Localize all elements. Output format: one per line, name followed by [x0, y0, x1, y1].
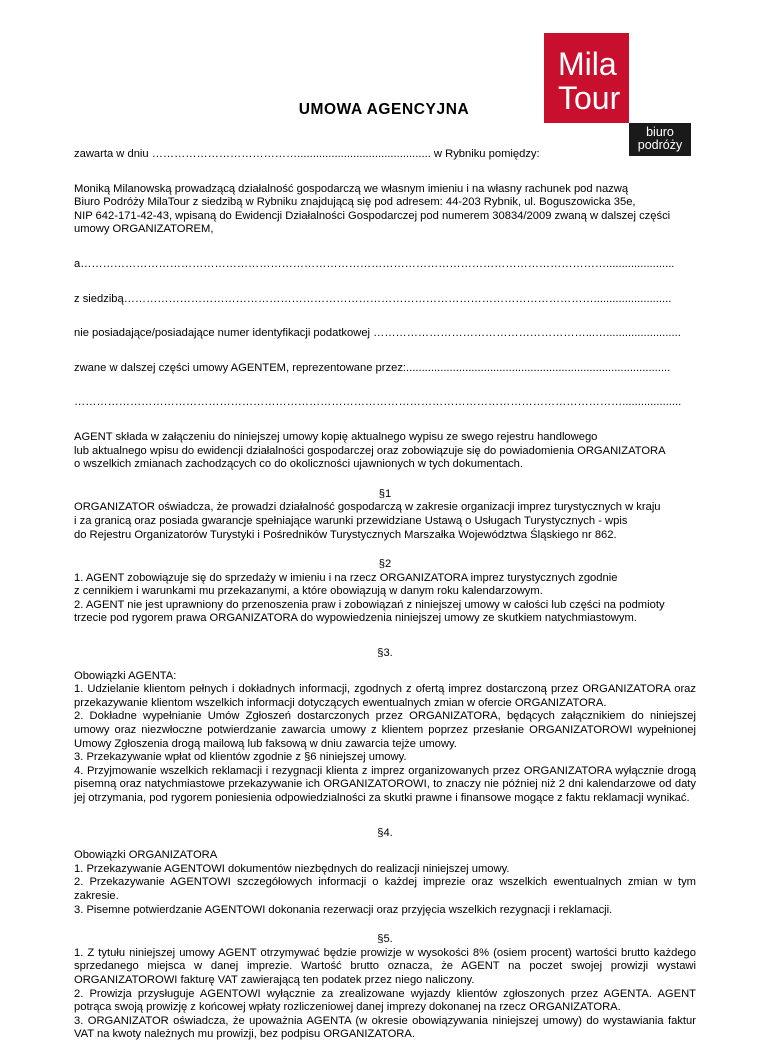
agent-name-field[interactable]: a……………………………………………………………………………………………………………………………...................... — [74, 257, 675, 270]
section-2-line: trzecie pod rygorem prawa ORGANIZATORA do wypowiedzenia niniejszej umowy ze skutkiem natychmiastowym. — [74, 612, 637, 625]
section-5-item: 1. Z tytułu niniejszej umowy AGENT otrzymywać będzie prowizje w wysokości 8% (osiem procent) wartości brutto każdego sprzedanego miejsca w danej imprezie. Wartość brutto oznacza, że AGENT na poczet swojej prowizji wystawi ORGANIZATOROWI fakturę VAT zawierającą ten podatek przez niego naliczony. — [74, 946, 696, 986]
document-title: UMOWA AGENCYJNA — [298, 101, 470, 118]
organizer-line: NIP 642-171-42-43, wpisaną do Ewidencji Działalności Gospodarczej pod numerem 30834/2009 zwaną w dalszej części — [74, 209, 671, 222]
section-3-item: 4. Przyjmowanie wszelkich reklamacji i rezygnacji klienta z imprez organizowanych przez ORGANIZATORA wyłącznie drogą pisemną oraz natychmiastowe przekazywanie ich ORGANIZATOROWI, to znaczy nie później niż 2 dni kalendarzowe od daty jej otrzymania, pod rygorem poniesienia odpowiedzialności za skutki prawne i finansowe mogące z faktu reklamacji wynikać. — [74, 764, 696, 804]
logo-brand-line1: Mila — [558, 46, 617, 82]
agent-para-line: lub aktualnego wpisu do ewidencji działalności gospodarczej oraz zobowiązuje się do powiadomienia ORGANIZATORA — [74, 444, 666, 457]
section-2-line: 1. AGENT zobowiązuje się do sprzedaży w imieniu i na rzecz ORGANIZATORA imprez turystycznych zgodnie — [74, 571, 618, 584]
section-4-item: 1. Przekazywanie AGENTOWI dokumentów niezbędnych do realizacji niniejszej umowy. — [74, 862, 510, 875]
section-4-heading: §4. — [377, 826, 393, 839]
logo-sub-line1: biuro — [646, 125, 674, 139]
section-3-title: Obowiązki AGENTA: — [74, 669, 177, 682]
agent-representative-blank-field[interactable]: …………………………………………………………………………………………………………………………………................... — [74, 396, 682, 409]
section-4-item: 3. Pisemne potwierdzanie AGENTOWI dokonania rezerwacji oraz przyjęcia wszelkich rezygnacji i reklamacji. — [74, 903, 613, 916]
section-2-line: z cennikiem i warunkami mu przekazanymi, a które obowiązują w danym roku kalendarzowym. — [74, 585, 543, 598]
agent-nip-field[interactable]: nie posiadające/posiadające numer identyfikacji podatkowej …………………………………………………...…........................ — [74, 327, 681, 340]
intro-line: zawarta w dniu …………………………………........................................... w Rybniku pomiędzy: — [74, 148, 540, 160]
section-5-item: 3. ORGANIZATOR oświadcza, że upoważnia AGENTA (w okresie obowiązywania niniejszej umowy) do wystawiania faktur VAT na kwoty należnych mu prowizji, bez podpisu ORGANIZATORA. — [74, 1014, 696, 1041]
organizer-line: Biuro Podróży MilaTour z siedzibą w Rybniku znajdującą się pod adresem: 44-203 Rybnik, ul. Boguszowicka 35e, — [74, 196, 636, 209]
section-2-line: 2. AGENT nie jest uprawniony do przenoszenia praw i zobowiązań z niniejszej umowy w całości lub części na podmioty — [74, 598, 665, 611]
section-1-line: ORGANIZATOR oświadcza, że prowadzi działalność gospodarczą w zakresie organizacji imprez turystycznych w kraju — [74, 501, 661, 514]
section-3-item: 3. Przekazywanie wpłat od klientów zgodnie z §6 niniejszej umowy. — [74, 751, 407, 764]
section-2-heading: §2 — [378, 558, 392, 571]
logo-sub-line2: podróży — [637, 138, 683, 152]
document-body — [74, 148, 696, 1042]
agent-para-line: o wszelkich zmianach zachodzących co do okoliczności ujawnionych w tych dokumentach. — [74, 458, 523, 471]
section-1-line: do Rejestru Organizatorów Turystyki i Pośredników Turystycznych Marszałka Województwa Śląskiego nr 862. — [74, 528, 617, 541]
organizer-line: Moniką Milanowską prowadzącą działalność gospodarczą we własnym imieniu i na własny rachunek pod nazwą — [74, 182, 629, 195]
section-1-line: i za granicą oraz posiada gwarancje spełniające warunki przewidziane Ustawą o Usługach Turystycznych - wpis — [74, 514, 628, 527]
section-4-title: Obowiązki ORGANIZATORA — [74, 849, 218, 862]
agent-para-line: AGENT składa w załączeniu do niniejszej umowy kopię aktualnego wypisu ze swego rejestru handlowego — [74, 430, 598, 443]
section-1-heading: §1 — [378, 487, 392, 500]
section-3-item: 2. Dokładne wypełnianie Umów Zgłoszeń dostarczonych przez ORGANIZATORA, będących załącznikiem do niniejszej umowy oraz niezwłoczne potwierdzanie zawarcia umowy z klientem poprzez przesłanie ORGANIZATOROWI wypełnionej Umowy Zgłoszenia drogą mailową lub faksową w dniu zawarcia tejże umowy. — [74, 710, 696, 750]
section-4-item: 2. Przekazywanie AGENTOWI szczegółowych informacji o każdej imprezie oraz wszelkich ewentualnych zmian w tym zakresie. — [74, 876, 696, 902]
section-3-item: 1. Udzielanie klientom pełnych i dokładnych informacji, zgodnych z ofertą imprez dostarczoną przez ORGANIZATORA oraz przekazywanie klientom wszelkich informacji dotyczących ewentualnych zmian w ofercie ORGANIZATORA. — [74, 683, 696, 709]
organizer-line: umowy ORGANIZATOREM, — [74, 223, 214, 236]
section-5-item: 2. Prowizja przysługuje AGENTOWI wyłącznie za zrealizowane wyjazdy klientów zgłoszonych przez AGENTA. AGENT potrąca swoją prowizję z końcowej wpłaty rozliczeniowej danej imprezy dokonanej na rzecz ORGANIZATORA. — [74, 987, 696, 1014]
logo-brand-line2: Tour — [558, 80, 621, 116]
agent-seat-field[interactable]: z siedzibą………………………………………………………………………………………………………………......................... — [74, 292, 672, 305]
section-5-heading: §5. — [377, 933, 393, 946]
agent-representative-field[interactable]: zwane w dalszej części umowy AGENTEM, reprezentowane przez:..................................................................................... — [74, 361, 671, 374]
section-3-heading: §3. — [377, 647, 393, 660]
